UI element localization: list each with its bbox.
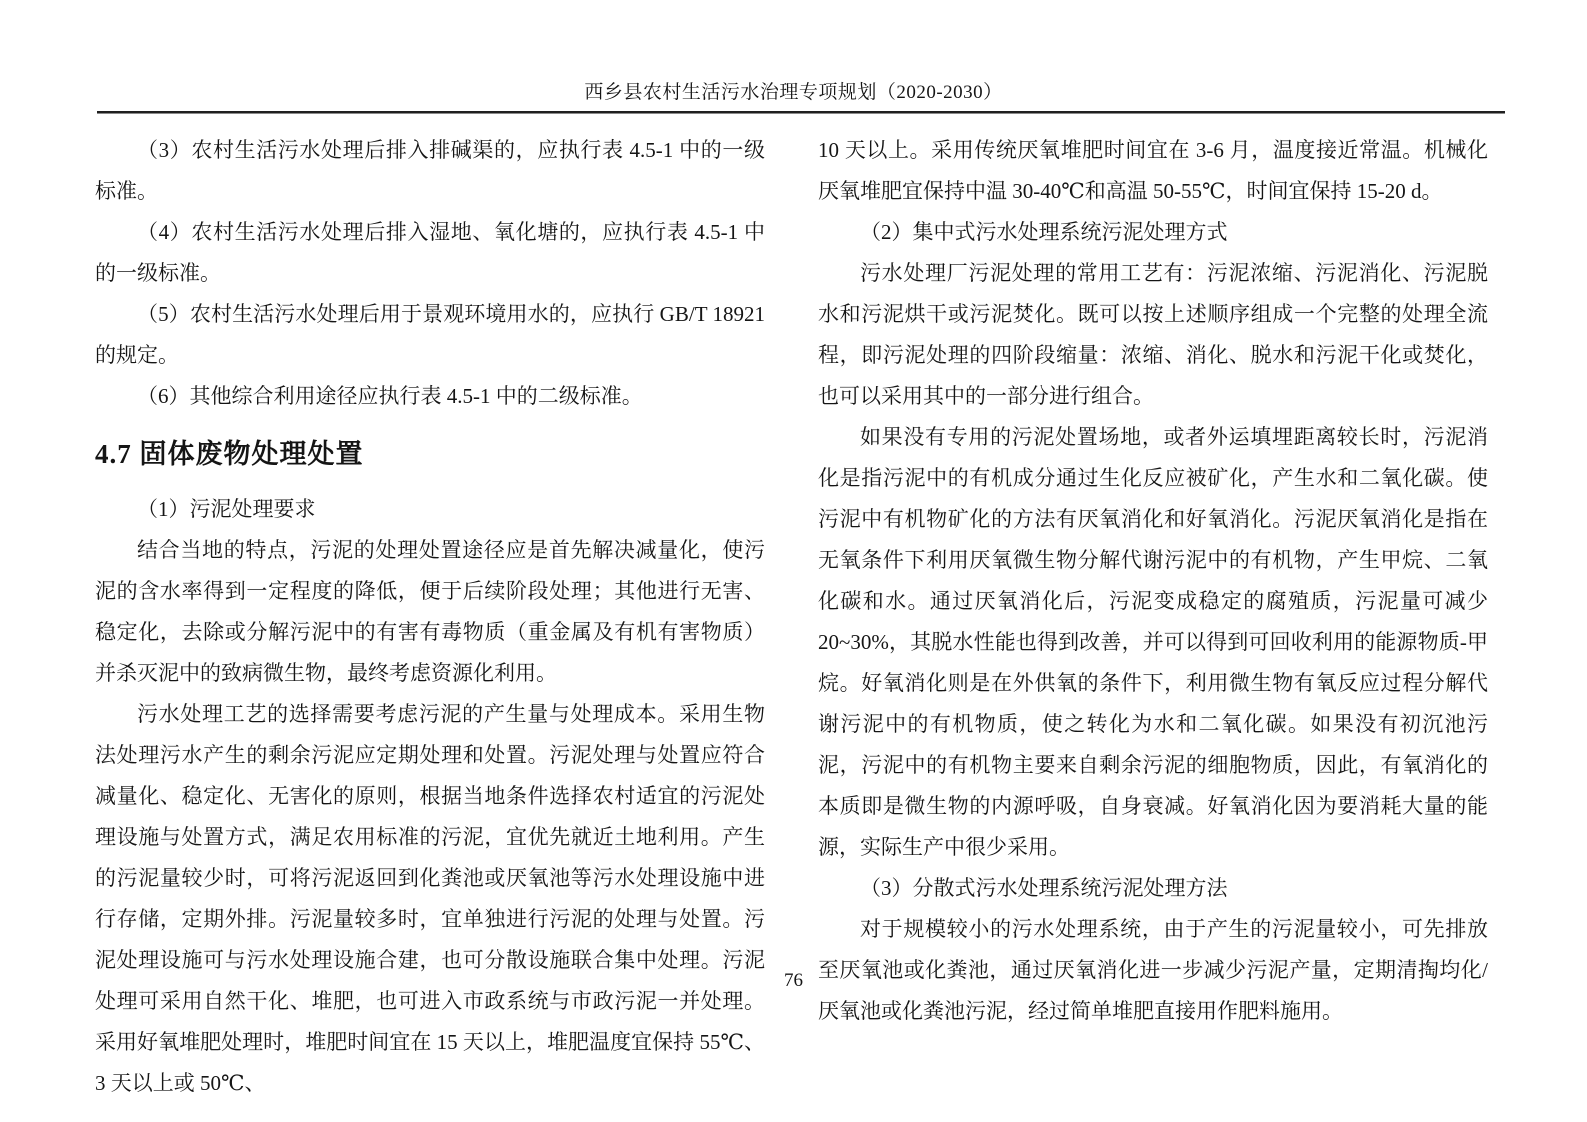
paragraph: （2）集中式污水处理系统污泥处理方式 bbox=[860, 220, 1228, 244]
paragraph: （3）分散式污水处理系统污泥处理方法 bbox=[860, 876, 1228, 900]
paragraph: （1）污泥处理要求 bbox=[137, 497, 316, 521]
paragraph: 结合当地的特点，污泥的处理处置途径应是首先解决减量化，使污泥的含水率得到一定程度的降低，便于后续阶段处理；其他进行无害、稳定化，去除或分解污泥中的有害有毒物质（重金属及有机有害物质）并杀灭泥中的致病微生物，最终考虑资源化利用。 bbox=[95, 538, 765, 685]
section-heading: 4.7 固体废物处理处置 bbox=[95, 439, 364, 469]
content-columns bbox=[95, 130, 1488, 1104]
header-title: 西乡县农村生活污水治理专项规划（2020-2030） bbox=[584, 82, 1003, 103]
paragraph: （4）农村生活污水处理后排入湿地、氧化塘的，应执行表 4.5-1 中的一级标准。 bbox=[95, 220, 765, 285]
left-column bbox=[95, 130, 765, 1104]
paragraph: 污水处理工艺的选择需要考虑污泥的产生量与处理成本。采用生物法处理污水产生的剩余污泥应定期处理和处置。污泥处理与处置应符合减量化、稳定化、无害化的原则，根据当地条件选择农村适宜的污泥处理设施与处置方式，满足农用标准的污泥，宜优先就近土地利用。产生的污泥量较少时，可将污泥返回到化粪池或厌氧池等污水处理设施中进行存储，定期外排。污泥量较多时，宜单独进行污泥的处理与处置。污泥处理设施可与污水处理设施合建，也可分散设施联合集中处理。污泥处理可采用自然干化、堆肥，也可进入市政系统与市政污泥一并处理。采用好氧堆肥处理时，堆肥时间宜在 15 天以上，堆肥温度宜保持 55℃、3 天以上或 50℃、 bbox=[95, 702, 765, 1095]
paragraph: 如果没有专用的污泥处置场地，或者外运填埋距离较长时，污泥消化是指污泥中的有机成分通过生化反应被矿化，产生水和二氧化碳。使污泥中有机物矿化的方法有厌氧消化和好氧消化。污泥厌氧消化是指在无氧条件下利用厌氧微生物分解代谢污泥中的有机物，产生甲烷、二氧化碳和水。通过厌氧消化后，污泥变成稳定的腐殖质，污泥量可减少 20~30%，其脱水性能也得到改善，并可以得到可回收利用的能源物质-甲烷。好氧消化则是在外供氧的条件下，利用微生物有氧反应过程分解代谢污泥中的有机物质，使之转化为水和二氧化碳。如果没有初沉池污泥，污泥中的有机物主要来自剩余污泥的细胞物质，因此，有氧消化的本质即是微生物的内源呼吸，自身衰减。好氧消化因为要消耗大量的能源，实际生产中很少采用。 bbox=[818, 425, 1488, 859]
header-rule bbox=[97, 111, 1505, 114]
paragraph: 对于规模较小的污水处理系统，由于产生的污泥量较小，可先排放至厌氧池或化粪池，通过厌氧消化进一步减少污泥产量，定期清掏均化/厌氧池或化粪池污泥，经过简单堆肥直接用作肥料施用。 bbox=[818, 917, 1488, 1023]
page-number: 76 bbox=[784, 970, 803, 991]
paragraph: （3）农村生活污水处理后排入排碱渠的，应执行表 4.5-1 中的一级标准。 bbox=[95, 138, 765, 203]
paragraph: （6）其他综合利用途径应执行表 4.5-1 中的二级标准。 bbox=[137, 384, 643, 408]
paragraph: （5）农村生活污水处理后用于景观环境用水的，应执行 GB/T 18921 的规定。 bbox=[95, 302, 765, 367]
right-column bbox=[818, 130, 1488, 1104]
paragraph: 10 天以上。采用传统厌氧堆肥时间宜在 3-6 月，温度接近常温。机械化厌氧堆肥宜保持中温 30-40℃和高温 50-55℃，时间宜保持 15-20 d。 bbox=[818, 138, 1488, 203]
paragraph: 污水处理厂污泥处理的常用工艺有：污泥浓缩、污泥消化、污泥脱水和污泥烘干或污泥焚化。既可以按上述顺序组成一个完整的处理全流程，即污泥处理的四阶段缩量：浓缩、消化、脱水和污泥干化或焚化，也可以采用其中的一部分进行组合。 bbox=[818, 261, 1488, 408]
